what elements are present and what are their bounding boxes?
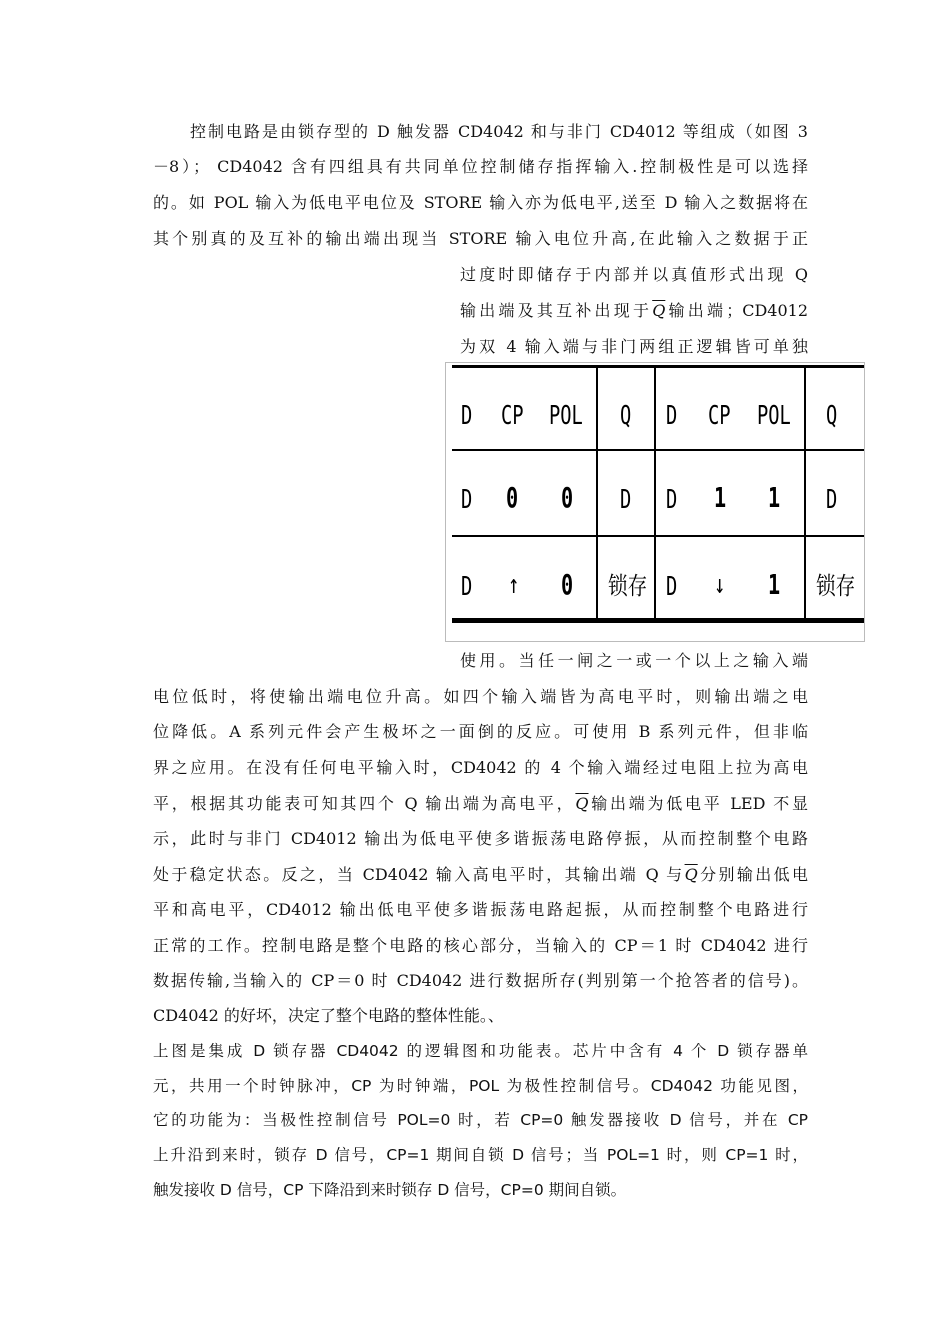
table-cell: 0 xyxy=(561,481,574,514)
para1-line15: 平和高电平，CD4012 输出低电平使多谐振荡电路起振，从而控制整个电路进行 xyxy=(153,900,808,919)
table-cell: 0 xyxy=(561,568,574,601)
para1-line1: 控制电路是由锁存型的 D 触发器 CD4042 和与非门 CD4012 等组成（如图 3 xyxy=(190,122,808,141)
para1-line18: CD4042 的好坏，决定了整个电路的整体性能。、 xyxy=(153,1006,504,1025)
table-row-divider xyxy=(452,535,864,537)
para1-line2: －8）； CD4042 含有四组具有共同单位控制储存指挥输入.控制极性是可以选择 xyxy=(153,157,808,176)
table-header-cell: Q xyxy=(826,401,838,431)
table-cell: D xyxy=(620,485,632,515)
table-col-divider xyxy=(654,367,656,619)
table-header-cell: CP xyxy=(501,401,524,431)
para1-line7: 为双 4 输入端与非门两组正逻辑皆可单独 xyxy=(460,337,808,356)
table-cell: D xyxy=(461,572,473,602)
para2-line1: 上图是集成 D 锁存器 CD4042 的逻辑图和功能表。芯片中含有 4 个 D 锁存器单 xyxy=(153,1042,808,1060)
para1-line6 xyxy=(460,301,808,321)
table-cell: D xyxy=(666,572,678,602)
table-row-divider xyxy=(452,449,864,451)
up-arrow-icon: ↑ xyxy=(508,570,520,600)
table-cell: 0 xyxy=(506,481,519,514)
table-cell: 1 xyxy=(768,481,781,514)
table-cell: 锁存 xyxy=(816,572,856,600)
table-header-cell: D xyxy=(666,401,678,431)
table-header-cell: POL xyxy=(757,401,791,431)
para1-line4: 其个别真的及互补的输出端出现当 STORE 输入电位升高,在此输入之数据于正 xyxy=(153,229,808,248)
table-cell: 1 xyxy=(768,568,781,601)
para1-line17: 数据传输,当输入的 CP＝0 时 CD4042 进行数据所存(判别第一个抢答者的信号)。 xyxy=(153,971,808,990)
para1-line12 xyxy=(153,794,808,814)
para1-line5: 过度时即储存于内部并以真值形式出现 Q xyxy=(460,265,808,284)
para1-line10: 位降低。A 系列元件会产生极坏之一面倒的反应。可使用 B 系列元件，但非临 xyxy=(153,722,808,741)
para2-line5: 触发接收 D 信号，CP 下降沿到来时锁存 D 信号，CP=0 期间自锁。 xyxy=(153,1181,627,1199)
para1-line16: 正常的工作。控制电路是整个电路的核心部分，当输入的 CP＝1 时 CD4042 进行 xyxy=(153,936,808,955)
para1-line9: 电位低时，将使输出端电位升高。如四个输入端皆为高电平时，则输出端之电 xyxy=(153,687,808,706)
down-arrow-icon: ↓ xyxy=(714,570,726,600)
table-cell: D xyxy=(826,485,838,515)
table-cell: D xyxy=(666,485,678,515)
table-col-divider xyxy=(596,367,598,619)
para1-line13: 示，此时与非门 CD4012 输出为低电平使多谐振荡电路停振，从而控制整个电路 xyxy=(153,829,808,848)
table-header-cell: Q xyxy=(620,401,632,431)
table-cell: 1 xyxy=(714,481,727,514)
q-bar-symbol: $\overline{Q}$ xyxy=(684,865,698,884)
para1-line12-a: 平，根据其功能表可知其四个 Q 输出端为高电平， xyxy=(153,794,576,813)
function-table xyxy=(445,362,865,642)
para1-line12-b: 输出端为低电平 LED 不显 xyxy=(588,794,808,813)
table-header-cell: POL xyxy=(549,401,583,431)
para2-line2: 元，共用一个时钟脉冲，CP 为时钟端，POL 为极性控制信号。CD4042 功能见图， xyxy=(153,1077,808,1095)
para1-line8: 使用。当任一闸之一或一个以上之输入端 xyxy=(460,651,808,670)
table-col-divider xyxy=(804,367,806,619)
table-header-cell: D xyxy=(461,401,473,431)
table-bottom-rule xyxy=(452,618,864,623)
para1-line14-a: 处于稳定状态。反之，当 CD4042 输入高电平时，其输出端 Q 与 xyxy=(153,865,685,884)
para1-line11: 界之应用。在没有任何电平输入时，CD4042 的 4 个输入端经过电阻上拉为高电 xyxy=(153,758,808,777)
table-top-rule xyxy=(452,365,864,368)
para1-line14 xyxy=(153,865,808,885)
para1-line6-a: 输出端及其互补出现于 xyxy=(460,301,653,320)
para1-line3: 的。如 POL 输入为低电平电位及 STORE 输入亦为低电平,送至 D 输入之数据将在 xyxy=(153,193,808,212)
para1-line14-b: 分别输出低电 xyxy=(697,865,808,884)
q-bar-symbol: $\overline{Q}$ xyxy=(575,794,589,813)
table-cell: 锁存 xyxy=(608,572,648,600)
para1-line6-b: 输出端；CD4012 xyxy=(665,301,808,320)
table-cell: D xyxy=(461,485,473,515)
q-bar-symbol: $\overline{Q}$ xyxy=(652,301,666,320)
table-header-cell: CP xyxy=(708,401,731,431)
para2-line3: 它的功能为：当极性控制信号 POL=0 时，若 CP=0 触发器接收 D 信号，并在 CP xyxy=(153,1111,808,1129)
para2-line4: 上升沿到来时，锁存 D 信号，CP=1 期间自锁 D 信号；当 POL=1 时，则 CP=1 时， xyxy=(153,1146,808,1164)
